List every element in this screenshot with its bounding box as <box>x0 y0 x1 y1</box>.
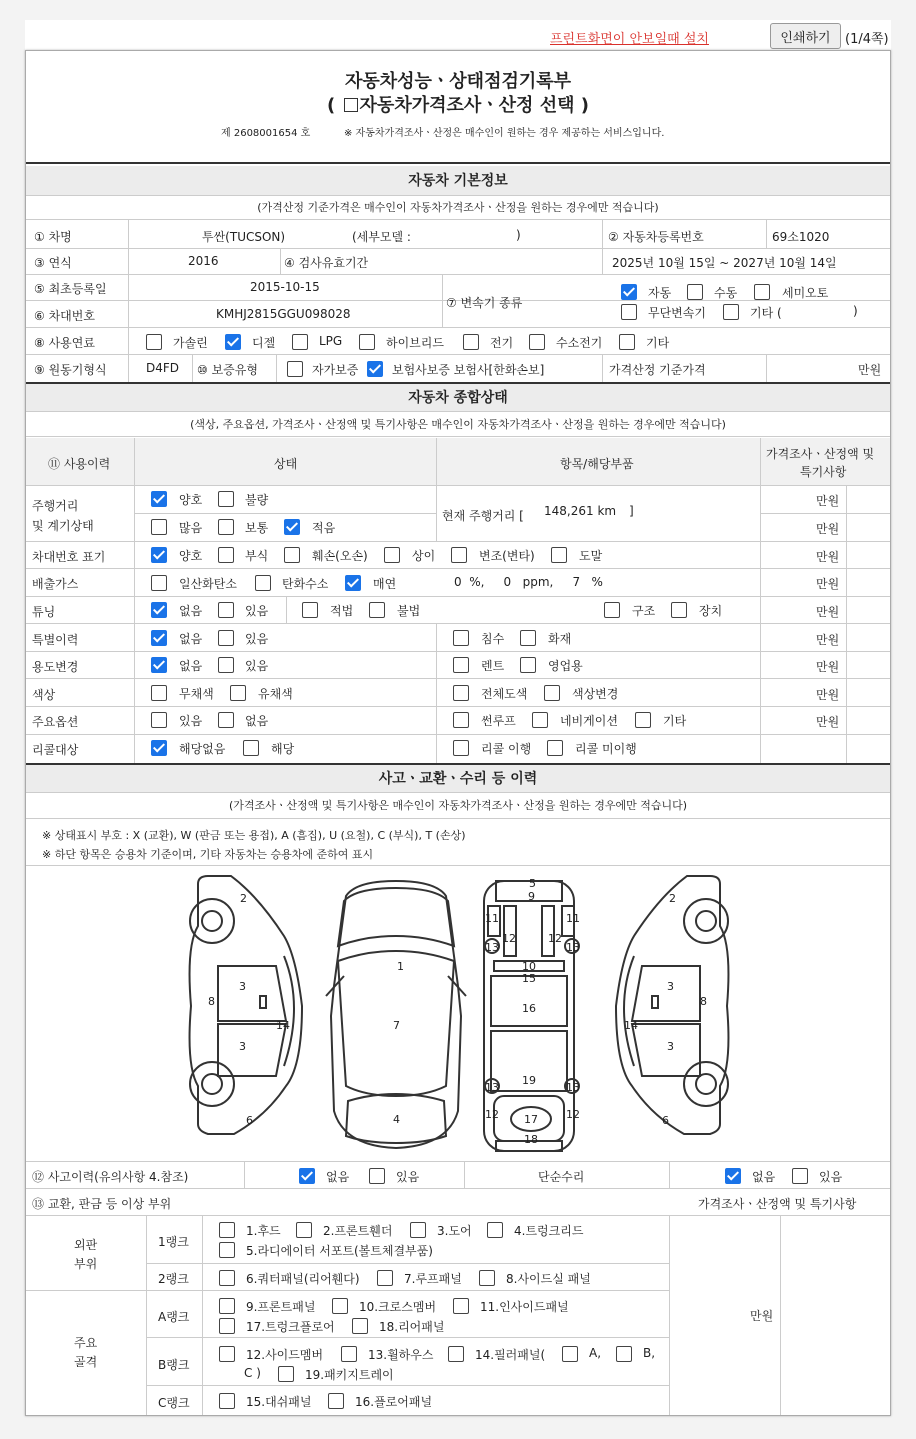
left-front-wheel <box>190 899 234 943</box>
recall-yes-label: 해당 <box>271 742 295 756</box>
option-yes-label: 있음 <box>179 714 203 728</box>
right-side-body <box>616 876 728 1134</box>
accident-yes-checkbox[interactable] <box>369 1168 385 1184</box>
fuel-hydrogen-checkbox[interactable] <box>529 334 545 350</box>
tuning-device-label: 장치 <box>699 604 723 618</box>
usage-none-label: 없음 <box>179 659 203 673</box>
top-bar <box>25 20 891 50</box>
diagram-label-18: 18 <box>524 1133 538 1146</box>
recall-label: 리콜대상 <box>32 743 79 757</box>
usage-yes-label: 있음 <box>245 659 269 673</box>
engine-label: ⑨ 원동기형식 <box>34 363 107 377</box>
odo-low-checkbox[interactable] <box>284 519 300 535</box>
warranty-insurer-checkbox[interactable] <box>367 361 383 377</box>
emission-co-label: 일산화탄소 <box>179 577 237 591</box>
first-reg-value: 2015-10-15 <box>250 280 320 294</box>
radiator-support-checkbox[interactable] <box>219 1242 235 1258</box>
unit: 만원 <box>816 688 840 702</box>
unit: 만원 <box>816 715 840 729</box>
tuning-label: 튜닝 <box>32 605 56 619</box>
fuel-hybrid-checkbox[interactable] <box>359 334 375 350</box>
wheel-house-label: 13.휠하우스 <box>368 1348 434 1362</box>
main-options-label: 주요옵션 <box>32 715 79 729</box>
vin-mark-corrosion-label: 부식 <box>245 549 269 563</box>
pillar-b-checkbox[interactable] <box>616 1346 632 1362</box>
roof-panel-label: 7.루프패널 <box>404 1272 462 1286</box>
vin-mark-altered-label: 변조(변타) <box>479 549 535 563</box>
diagram-label-3: 3 <box>667 980 674 993</box>
side-sill-label: 8.사이드실 패널 <box>506 1272 591 1286</box>
recall-notdone-checkbox[interactable] <box>547 740 563 756</box>
diagram-label-13: 13 <box>485 1081 499 1094</box>
car-name-value: 투싼(TUCSON) <box>202 230 286 244</box>
dash-panel-label: 15.대쉬패널 <box>246 1395 312 1409</box>
base-price-label: 가격산정 기준가격 <box>609 363 706 377</box>
diagram-label-2: 2 <box>240 892 247 905</box>
quarter-panel-checkbox[interactable] <box>219 1270 235 1286</box>
pillar-panel-label: 14.필러패널( <box>475 1348 546 1362</box>
front-panel-label: 9.프론트패널 <box>246 1300 316 1314</box>
odo-good-label: 양호 <box>179 493 203 507</box>
basic-info-heading: 자동차 기본정보 <box>26 166 890 196</box>
unit: 만원 <box>816 550 840 564</box>
recall-done-label: 리콜 이행 <box>481 742 532 756</box>
color-achromatic-checkbox[interactable] <box>151 685 167 701</box>
diagram-label-10: 10 <box>522 960 536 973</box>
unit: 만원 <box>816 660 840 674</box>
diagram-label-6: 6 <box>246 1114 253 1127</box>
diagram-label-3: 3 <box>667 1040 674 1053</box>
side-sill-checkbox[interactable] <box>479 1270 495 1286</box>
pillar-panel-checkbox[interactable] <box>448 1346 464 1362</box>
accident-none-checkbox[interactable] <box>299 1168 315 1184</box>
fuel-electric-checkbox[interactable] <box>463 334 479 350</box>
special-yes-label: 있음 <box>245 632 269 646</box>
side-member-checkbox[interactable] <box>219 1346 235 1362</box>
rear-panel-label: 18.리어패널 <box>379 1320 445 1334</box>
right-front-wheel <box>684 899 728 943</box>
trunk-floor-label: 17.트렁크플로어 <box>246 1320 335 1334</box>
unit: 만원 <box>816 633 840 647</box>
vin-mark-label: 차대번호 표기 <box>32 550 106 564</box>
fuel-electric-label: 전기 <box>490 336 514 350</box>
legend-line-2: ※ 하단 항목은 승용차 기준이며, 기타 자동차는 승용차에 준하여 표시 <box>42 848 374 861</box>
pillar-c-label: C ) <box>244 1366 261 1380</box>
vin-value: KMHJ2815GGU098028 <box>216 307 351 321</box>
option-sunroof-checkbox[interactable] <box>453 712 469 728</box>
hood-checkbox[interactable] <box>219 1222 235 1238</box>
year-label: ③ 연식 <box>34 256 72 270</box>
pillar-a-label: A, <box>589 1346 602 1360</box>
inside-panel-label: 11.인사이드패널 <box>480 1300 569 1314</box>
basic-info-note: (가격산정 기준가격은 매수인이 자동차가격조사ㆍ산정을 원하는 경우에만 적습니다) <box>26 196 890 220</box>
diagram-label-12: 12 <box>548 932 562 945</box>
recall-yes-checkbox[interactable] <box>243 740 259 756</box>
vin-mark-mismatch-checkbox[interactable] <box>384 547 400 563</box>
diagram-label-4: 4 <box>393 1113 400 1126</box>
fuel-lpg-label: LPG <box>319 334 343 348</box>
inspection-valid-value: 2025년 10월 15일 ~ 2027년 10월 14일 <box>612 256 837 270</box>
odo-low-label: 적음 <box>312 521 336 535</box>
accident-none-label: 없음 <box>326 1170 350 1184</box>
simple-repair-label: 단순수리 <box>538 1170 585 1184</box>
tuning-legal-checkbox[interactable] <box>302 602 318 618</box>
vin-mark-painted-label: 도말 <box>579 549 603 563</box>
tuning-device-checkbox[interactable] <box>671 602 687 618</box>
usage-rent-label: 렌트 <box>481 659 505 673</box>
diagram-label-12: 12 <box>566 1108 580 1121</box>
special-yes-checkbox[interactable] <box>218 630 234 646</box>
first-reg-label: ⑤ 최초등록일 <box>34 282 107 296</box>
trunk-lid-label: 4.트렁크리드 <box>514 1224 584 1238</box>
record-sheet <box>25 50 891 1416</box>
tuning-none-label: 없음 <box>179 604 203 618</box>
rankA-label: A랭크 <box>158 1310 190 1324</box>
special-flood-label: 침수 <box>481 632 505 646</box>
doc-number: 제 2608001654 호 <box>221 128 311 139</box>
door-label: 3.도어 <box>437 1224 472 1238</box>
outer-panel-label-2: 부위 <box>74 1257 98 1271</box>
trans-auto-checkbox[interactable] <box>621 284 637 300</box>
trans-manual-checkbox[interactable] <box>687 284 703 300</box>
option-yes-checkbox[interactable] <box>151 712 167 728</box>
diagram-label-6: 6 <box>662 1114 669 1127</box>
rank1-label: 1랭크 <box>158 1235 189 1249</box>
usage-none-checkbox[interactable] <box>151 657 167 673</box>
title-area <box>26 51 890 164</box>
vin-label: ⑥ 차대번호 <box>34 309 95 323</box>
vin-mark-mismatch-label: 상이 <box>412 549 436 563</box>
car-name-label: ① 차명 <box>34 230 72 244</box>
vin-mark-painted-checkbox[interactable] <box>551 547 567 563</box>
recall-none-label: 해당없음 <box>179 742 226 756</box>
option-navigation-checkbox[interactable] <box>532 712 548 728</box>
warranty-insurer-label: 보험사보증 보험사[한화손보] <box>392 363 545 377</box>
inside-panel-checkbox[interactable] <box>453 1298 469 1314</box>
inspection-valid-label: ④ 검사유효기간 <box>284 256 369 270</box>
fuel-diesel-label: 디젤 <box>252 336 276 350</box>
fuel-hydrogen-label: 수소전기 <box>556 336 603 350</box>
special-flood-checkbox[interactable] <box>453 630 469 646</box>
diagram-label-3: 3 <box>239 980 246 993</box>
fuel-label: ⑧ 사용연료 <box>34 336 95 350</box>
special-history-label: 특별이력 <box>32 633 79 647</box>
radiator-support-label: 5.라디에이터 서포트(볼트체결부품) <box>246 1244 433 1258</box>
odometer-label-2: 및 계기상태 <box>32 519 94 533</box>
special-none-label: 없음 <box>179 632 203 646</box>
reg-number-label: ② 자동차등록번호 <box>608 230 704 244</box>
usage-business-label: 영업용 <box>548 659 583 673</box>
base-price-unit: 만원 <box>858 363 882 377</box>
doc-title: 자동차성능ㆍ상태점검기록부 <box>344 71 572 92</box>
color-fullpaint-checkbox[interactable] <box>453 685 469 701</box>
special-none-checkbox[interactable] <box>151 630 167 646</box>
diagram-label-14: 14 <box>276 1019 290 1032</box>
trans-cvt-label: 무단변속기 <box>648 306 706 320</box>
detail-model-close: ) <box>516 228 521 242</box>
diagram-label-5: 5 <box>529 877 536 890</box>
top-view-body <box>331 881 461 1148</box>
option-other-checkbox[interactable] <box>635 712 651 728</box>
odometer-label-1: 주행거리 <box>32 499 79 513</box>
option-other-label: 기타 <box>663 714 687 728</box>
frame-label-1: 주요 <box>74 1336 98 1350</box>
transmission-label: ⑦ 변속기 종류 <box>446 296 523 310</box>
diagram-label-12: 12 <box>485 1108 499 1121</box>
year-value: 2016 <box>188 254 219 268</box>
color-achromatic-label: 무채색 <box>179 687 214 701</box>
diagram-label-16: 16 <box>522 1002 536 1015</box>
odo-normal-checkbox[interactable] <box>218 519 234 535</box>
hood-label: 1.후드 <box>246 1224 281 1238</box>
detail-model-label: (세부모델 : <box>352 230 411 244</box>
vin-mark-damage-checkbox[interactable] <box>284 547 300 563</box>
trans-other-close: ) <box>853 304 858 318</box>
status-note: (색상, 주요옵션, 가격조사ㆍ산정액 및 특기사항은 매수인이 자동차가격조사ㆍ산정을 원하는 경우에만 적습니다) <box>26 412 890 437</box>
price-survey-checkbox[interactable] <box>344 98 358 112</box>
exchange-parts-label: ⑬ 교환, 판금 등 이상 부위 <box>32 1197 172 1211</box>
warranty-label: ⑩ 보증유형 <box>197 363 258 377</box>
tuning-structure-checkbox[interactable] <box>604 602 620 618</box>
doc-note: ※ 자동차가격조사ㆍ산정은 매수인이 원하는 경우 제공하는 서비스입니다. <box>344 128 665 139</box>
frame-label-2: 골격 <box>74 1355 98 1369</box>
state-col-head: 상태 <box>274 457 298 471</box>
status-heading: 자동차 종합상태 <box>26 384 890 412</box>
usage-business-checkbox[interactable] <box>520 657 536 673</box>
print-install-link[interactable]: 프린트화면이 안보일때 설치 <box>550 32 709 47</box>
emission-hc-label: 탄화수소 <box>282 577 329 591</box>
usage-rent-checkbox[interactable] <box>453 657 469 673</box>
odo-many-checkbox[interactable] <box>151 519 167 535</box>
diagram-label-7: 7 <box>393 1019 400 1032</box>
legend-line-1: ※ 상태표시 부호 : X (교환), W (판금 또는 용접), A (흠집), U (요철), C (부식), T (손상) <box>42 829 466 842</box>
floor-panel-checkbox[interactable] <box>328 1393 344 1409</box>
diagram-label-1: 1 <box>397 960 404 973</box>
fuel-other-label: 기타 <box>646 336 670 350</box>
outer-panel-label-1: 외판 <box>74 1238 98 1252</box>
reg-number-value: 69소1020 <box>772 230 830 244</box>
roof-panel-checkbox[interactable] <box>377 1270 393 1286</box>
odo-value: 148,261 km <box>544 504 617 518</box>
emission-values: 0 %, 0 ppm, 7 % <box>454 575 603 589</box>
unit: 만원 <box>816 494 840 508</box>
fuel-gasoline-checkbox[interactable] <box>146 334 162 350</box>
cross-member-checkbox[interactable] <box>332 1298 348 1314</box>
diagram-label-15: 15 <box>522 972 536 985</box>
emission-hc-checkbox[interactable] <box>255 575 271 591</box>
emission-smoke-label: 매연 <box>373 577 397 591</box>
color-label: 색상 <box>32 688 56 702</box>
color-change-label: 색상변경 <box>572 687 619 701</box>
usage-change-label: 용도변경 <box>32 660 79 674</box>
tuning-structure-label: 구조 <box>632 604 656 618</box>
color-chromatic-checkbox[interactable] <box>230 685 246 701</box>
tuning-illegal-checkbox[interactable] <box>369 602 385 618</box>
diagram-label-19: 19 <box>522 1074 536 1087</box>
diagram-label-13: 13 <box>566 1081 580 1094</box>
vin-mark-good-checkbox[interactable] <box>151 547 167 563</box>
tuning-none-checkbox[interactable] <box>151 602 167 618</box>
page-indicator: (1/4쪽) <box>845 32 889 47</box>
odo-many-label: 많음 <box>179 521 203 535</box>
price-col-head-1: 가격조사ㆍ산정액 및 <box>766 447 875 461</box>
trunk-lid-checkbox[interactable] <box>487 1222 503 1238</box>
usage-yes-checkbox[interactable] <box>218 657 234 673</box>
simple-repair-yes-label: 있음 <box>819 1170 843 1184</box>
front-fender-label: 2.프론트휀더 <box>323 1224 393 1238</box>
accident-yes-label: 있음 <box>396 1170 420 1184</box>
vin-mark-damage-label: 훼손(오손) <box>312 549 368 563</box>
price-col-head-2: 특기사항 <box>800 465 847 479</box>
tuning-yes-label: 있음 <box>245 604 269 618</box>
unit: 만원 <box>816 522 840 536</box>
pillar-b-label: B, <box>643 1346 656 1360</box>
vin-mark-good-label: 양호 <box>179 549 203 563</box>
trans-auto-label: 자동 <box>648 286 672 300</box>
trans-cvt-checkbox[interactable] <box>621 304 637 320</box>
side-member-label: 12.사이드멤버 <box>246 1348 324 1362</box>
odo-good-checkbox[interactable] <box>151 491 167 507</box>
engine-value: D4FD <box>146 361 180 375</box>
wheel-house-checkbox[interactable] <box>341 1346 357 1362</box>
recall-done-checkbox[interactable] <box>453 740 469 756</box>
rankC-label: C랭크 <box>158 1396 190 1410</box>
front-fender-checkbox[interactable] <box>296 1222 312 1238</box>
fuel-lpg-checkbox[interactable] <box>292 334 308 350</box>
vin-mark-corrosion-checkbox[interactable] <box>218 547 234 563</box>
fuel-gasoline-label: 가솔린 <box>173 336 208 350</box>
simple-repair-yes-checkbox[interactable] <box>792 1168 808 1184</box>
floor-panel-label: 16.플로어패널 <box>355 1395 433 1409</box>
pillar-a-checkbox[interactable] <box>562 1346 578 1362</box>
emission-label: 배출가스 <box>32 577 79 591</box>
recall-notdone-label: 리콜 미이행 <box>575 742 637 756</box>
color-fullpaint-label: 전체도색 <box>481 687 528 701</box>
diagram-label-17: 17 <box>524 1113 538 1126</box>
fuel-hybrid-label: 하이브리드 <box>386 336 444 350</box>
odo-bad-checkbox[interactable] <box>218 491 234 507</box>
fuel-other-checkbox[interactable] <box>619 334 635 350</box>
simple-repair-none-checkbox[interactable] <box>725 1168 741 1184</box>
trans-manual-label: 수동 <box>714 286 738 300</box>
diagram-label-12: 12 <box>502 932 516 945</box>
odo-close: ] <box>629 504 634 518</box>
diagram-label-8: 8 <box>700 995 707 1008</box>
simple-repair-none-label: 없음 <box>752 1170 776 1184</box>
accident-note: (가격조사ㆍ산정액 및 특기사항은 매수인이 자동차가격조사ㆍ산정을 원하는 경우에만 적습니다) <box>26 793 890 819</box>
accident-history-label: ⑫ 사고이력(유의사항 4.참조) <box>32 1170 189 1184</box>
quarter-panel-label: 6.쿼터패널(리어휀다) <box>246 1272 360 1286</box>
exchange-price-unit: 만원 <box>750 1309 774 1323</box>
trans-other-label: 기타 ( <box>750 306 782 320</box>
special-fire-label: 화재 <box>548 632 572 646</box>
color-chromatic-label: 유채색 <box>258 687 293 701</box>
diagram-label-11: 11 <box>566 912 580 925</box>
unit: 만원 <box>816 577 840 591</box>
doc-subtitle: ( 자동차가격조사ㆍ산정 선택 ) <box>327 95 589 116</box>
diagram-label-13: 13 <box>566 941 580 954</box>
rank2-label: 2랭크 <box>158 1272 189 1286</box>
diagram-label-2: 2 <box>669 892 676 905</box>
recall-none-checkbox[interactable] <box>151 740 167 756</box>
emission-co-checkbox[interactable] <box>151 575 167 591</box>
front-panel-checkbox[interactable] <box>219 1298 235 1314</box>
emission-smoke-checkbox[interactable] <box>345 575 361 591</box>
print-button[interactable]: 인쇄하기 <box>770 23 841 49</box>
option-no-checkbox[interactable] <box>218 712 234 728</box>
rear-panel-checkbox[interactable] <box>352 1318 368 1334</box>
diagram-label-11: 11 <box>485 912 499 925</box>
door-checkbox[interactable] <box>410 1222 426 1238</box>
odo-current-label: 현재 주행거리 [ <box>442 509 524 523</box>
option-navigation-label: 네비게이션 <box>560 714 618 728</box>
special-fire-checkbox[interactable] <box>520 630 536 646</box>
fuel-diesel-checkbox[interactable] <box>225 334 241 350</box>
price-note-head: 가격조사ㆍ산정액 및 특기사항 <box>698 1197 857 1211</box>
rankB-label: B랭크 <box>158 1358 190 1372</box>
accident-heading: 사고ㆍ교환ㆍ수리 등 이력 <box>26 765 890 793</box>
option-no-label: 없음 <box>245 714 269 728</box>
option-sunroof-label: 썬루프 <box>481 714 516 728</box>
trans-semiauto-label: 세미오토 <box>782 286 829 300</box>
left-side-body <box>190 876 302 1134</box>
trunk-floor-checkbox[interactable] <box>219 1318 235 1334</box>
odo-bad-label: 불량 <box>245 493 269 507</box>
diagram-label-13: 13 <box>485 941 499 954</box>
history-col-head: ⑪ 사용이력 <box>48 457 111 471</box>
tuning-illegal-label: 불법 <box>397 604 421 618</box>
tuning-yes-checkbox[interactable] <box>218 602 234 618</box>
diagram-label-9: 9 <box>528 890 535 903</box>
tuning-legal-label: 적법 <box>330 604 354 618</box>
vin-mark-altered-checkbox[interactable] <box>451 547 467 563</box>
car-diagram <box>26 866 891 1161</box>
cross-member-label: 10.크로스멤버 <box>359 1300 437 1314</box>
package-tray-label: 19.패키지트레이 <box>305 1368 394 1382</box>
warranty-self-label: 자가보증 <box>312 363 359 377</box>
unit: 만원 <box>816 605 840 619</box>
trans-other-checkbox[interactable] <box>723 304 739 320</box>
package-tray-checkbox[interactable] <box>278 1366 294 1382</box>
item-col-head: 항목/해당부품 <box>560 457 634 471</box>
diagram-label-8: 8 <box>208 995 215 1008</box>
diagram-label-14: 14 <box>624 1019 638 1032</box>
dash-panel-checkbox[interactable] <box>219 1393 235 1409</box>
trans-semiauto-checkbox[interactable] <box>754 284 770 300</box>
odo-normal-label: 보통 <box>245 521 269 535</box>
diagram-label-3: 3 <box>239 1040 246 1053</box>
warranty-self-checkbox[interactable] <box>287 361 303 377</box>
color-change-checkbox[interactable] <box>544 685 560 701</box>
